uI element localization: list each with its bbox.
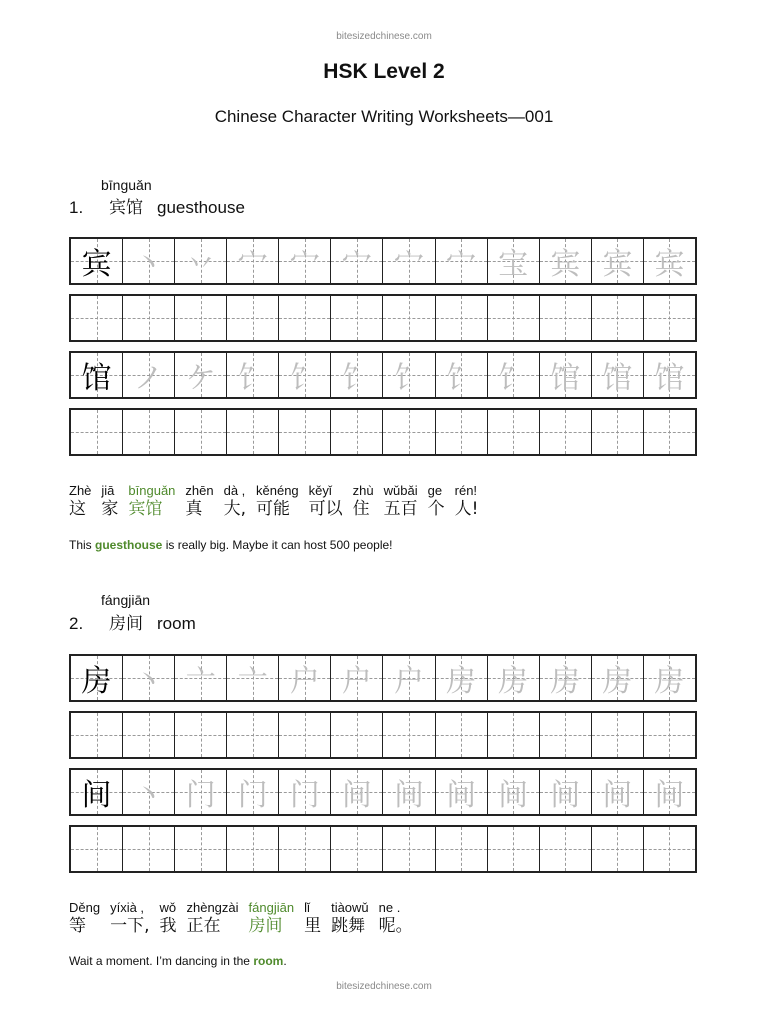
practice-grid xyxy=(69,825,697,873)
stroke-trace-character: 户 xyxy=(394,664,424,699)
stroke-trace-character xyxy=(592,827,643,871)
stroke-trace-character: 饣 xyxy=(446,361,477,396)
stroke-trace-character: 亠 xyxy=(185,664,216,699)
stroke-trace-character: 房 xyxy=(446,664,477,699)
stroke-trace-character: 丶 xyxy=(133,778,164,813)
model-character xyxy=(71,410,122,454)
sentence-token xyxy=(428,483,445,519)
token-pinyin: Zhè xyxy=(69,483,92,498)
stroke-trace-character: 饣 xyxy=(498,361,529,396)
stroke-trace-character: 宀 xyxy=(341,247,372,282)
model-character xyxy=(71,713,122,757)
token-hanzi: 可能 xyxy=(256,499,291,519)
stroke-trace-character xyxy=(123,296,174,340)
grid-cell xyxy=(279,770,331,814)
grid-cell xyxy=(540,656,592,700)
stroke-trace-character xyxy=(383,296,434,340)
word-chars: 房间 xyxy=(109,614,143,634)
stroke-trace-character xyxy=(331,410,382,454)
model-character xyxy=(71,827,122,871)
model-character: 馆 xyxy=(81,361,112,396)
stroke-trace-character xyxy=(175,410,226,454)
sentence-translation xyxy=(69,954,287,968)
grid-cell xyxy=(592,656,644,700)
stroke-trace-character: 饣 xyxy=(289,361,320,396)
stroke-trace-character xyxy=(436,713,487,757)
grid-cell xyxy=(540,239,592,283)
model-character: 宾 xyxy=(81,247,112,282)
grid-cell xyxy=(488,656,540,700)
grid-cell xyxy=(436,296,488,340)
stroke-trace-character: 馆 xyxy=(550,361,581,396)
token-pinyin: ne . xyxy=(378,900,401,915)
token-hanzi: 可以 xyxy=(308,499,343,519)
grid-cell xyxy=(123,239,175,283)
model-character: 间 xyxy=(81,778,112,813)
practice-grid xyxy=(69,408,697,456)
grid-cell xyxy=(644,770,695,814)
practice-grid xyxy=(69,654,697,702)
stroke-trace-character: 宀 xyxy=(237,247,268,282)
grid-cell xyxy=(279,296,331,340)
grid-cell xyxy=(71,827,123,871)
sentence-token xyxy=(249,900,295,936)
grid-cell xyxy=(592,353,644,397)
grid-cell xyxy=(644,296,695,340)
sentence-token xyxy=(353,483,374,519)
grid-cell xyxy=(592,296,644,340)
sentence-translation xyxy=(69,538,393,552)
word-english: room xyxy=(157,614,196,633)
sentence-token xyxy=(379,900,413,936)
grid-cell xyxy=(331,296,383,340)
grid-cell xyxy=(175,827,227,871)
grid-cell xyxy=(227,770,279,814)
stroke-trace-character xyxy=(383,827,434,871)
token-pinyin: kěnéng xyxy=(256,483,299,498)
stroke-trace-character: 门 xyxy=(237,778,268,813)
token-hanzi: 房间 xyxy=(248,916,283,936)
grid-cell xyxy=(123,353,175,397)
token-pinyin: rén! xyxy=(454,483,478,498)
stroke-trace-character xyxy=(488,827,539,871)
token-pinyin: wǔbǎi xyxy=(383,483,418,498)
word-pinyin: fángjiān xyxy=(101,592,151,608)
stroke-trace-character: 丷 xyxy=(185,247,216,282)
grid-cell xyxy=(227,713,279,757)
word-chars: 宾馆 xyxy=(109,198,143,218)
stroke-trace-character: 饣 xyxy=(341,361,372,396)
grid-cell xyxy=(644,353,695,397)
sentence-token xyxy=(309,483,343,519)
stroke-trace-character: 宀 xyxy=(289,247,320,282)
practice-grid xyxy=(69,768,697,816)
token-hanzi: 等 xyxy=(69,916,86,936)
stroke-trace-character: 间 xyxy=(550,778,581,813)
word-number: 1. xyxy=(69,198,84,217)
grid-cell xyxy=(227,239,279,283)
token-hanzi: 五百 xyxy=(383,499,418,519)
stroke-trace-character xyxy=(279,410,330,454)
translation-text: Wait a moment. I’m dancing in the xyxy=(69,954,254,968)
stroke-trace-character xyxy=(436,410,487,454)
site-footer: bitesizedchinese.com xyxy=(336,981,432,992)
token-hanzi: 个 xyxy=(427,499,445,519)
token-hanzi: 呢。 xyxy=(378,916,413,936)
grid-cell xyxy=(279,353,331,397)
token-pinyin: wǒ xyxy=(159,900,177,915)
grid-cell xyxy=(331,410,383,454)
stroke-trace-character: 馆 xyxy=(654,361,685,396)
stroke-trace-character: 户 xyxy=(341,664,372,699)
grid-cell xyxy=(123,656,175,700)
grid-cell xyxy=(644,410,695,454)
grid-cell xyxy=(488,827,540,871)
stroke-trace-character: ケ xyxy=(185,361,216,396)
grid-cell xyxy=(540,296,592,340)
grid-cell xyxy=(123,713,175,757)
word-english: guesthouse xyxy=(157,198,245,217)
stroke-trace-character xyxy=(331,296,382,340)
sentence-token xyxy=(69,483,91,519)
grid-cell xyxy=(488,770,540,814)
grid-cell xyxy=(436,239,488,283)
grid-cell xyxy=(331,353,383,397)
grid-cell xyxy=(436,713,488,757)
grid-cell xyxy=(227,353,279,397)
stroke-trace-character: ノ xyxy=(133,361,164,396)
stroke-trace-character xyxy=(123,827,174,871)
stroke-trace-character xyxy=(592,713,643,757)
token-pinyin: zhēn xyxy=(185,483,214,498)
grid-cell xyxy=(71,410,123,454)
token-hanzi: 真 xyxy=(185,499,203,519)
sentence-token xyxy=(304,900,321,936)
grid-cell xyxy=(436,353,488,397)
grid-cell xyxy=(592,410,644,454)
token-hanzi: 这 xyxy=(69,499,86,519)
stroke-trace-character xyxy=(279,713,330,757)
token-pinyin: fángjiān xyxy=(248,900,295,915)
token-hanzi: 跳舞 xyxy=(331,916,366,936)
token-pinyin: tiàowǔ xyxy=(331,900,369,915)
stroke-trace-character xyxy=(227,296,278,340)
token-pinyin: dà , xyxy=(223,483,246,498)
word-heading xyxy=(69,193,245,218)
stroke-trace-character: 宝 xyxy=(498,247,529,282)
stroke-trace-character xyxy=(227,410,278,454)
stroke-trace-character: 宾 xyxy=(602,247,633,282)
grid-cell xyxy=(331,656,383,700)
token-hanzi: 我 xyxy=(159,916,177,936)
grid-cell xyxy=(540,410,592,454)
stroke-trace-character xyxy=(123,713,174,757)
grid-cell xyxy=(383,770,435,814)
grid-cell xyxy=(71,770,123,814)
stroke-trace-character xyxy=(644,410,695,454)
grid-cell xyxy=(123,410,175,454)
sentence-token xyxy=(186,900,238,936)
stroke-trace-character: 房 xyxy=(550,664,581,699)
word-pinyin: bīnguǎn xyxy=(101,177,152,193)
practice-grid xyxy=(69,351,697,399)
grid-cell xyxy=(279,713,331,757)
grid-cell xyxy=(71,713,123,757)
page-title: HSK Level 2 xyxy=(323,60,445,83)
translation-text: . xyxy=(283,954,287,968)
grid-cell xyxy=(592,770,644,814)
stroke-trace-character: 间 xyxy=(602,778,633,813)
grid-cell xyxy=(175,770,227,814)
sentence-token xyxy=(185,483,213,519)
stroke-trace-character: 亠 xyxy=(237,664,268,699)
token-pinyin: ge xyxy=(427,483,443,498)
grid-cell xyxy=(331,770,383,814)
token-hanzi: 宾馆 xyxy=(128,499,163,519)
stroke-trace-character: 间 xyxy=(654,778,685,813)
stroke-trace-character xyxy=(488,713,539,757)
stroke-trace-character: 房 xyxy=(602,664,633,699)
grid-cell xyxy=(71,239,123,283)
grid-cell xyxy=(175,353,227,397)
stroke-trace-character: 间 xyxy=(394,778,424,813)
stroke-trace-character xyxy=(488,410,539,454)
stroke-trace-character xyxy=(592,410,643,454)
grid-cell xyxy=(644,239,695,283)
grid-cell xyxy=(592,713,644,757)
grid-cell xyxy=(227,827,279,871)
grid-cell xyxy=(488,353,540,397)
grid-cell xyxy=(123,770,175,814)
grid-cell xyxy=(227,296,279,340)
grid-cell xyxy=(279,239,331,283)
token-pinyin: jiā xyxy=(101,483,115,498)
stroke-trace-character xyxy=(592,296,643,340)
example-sentence xyxy=(69,483,488,519)
grid-cell xyxy=(592,827,644,871)
stroke-trace-character xyxy=(540,713,591,757)
stroke-trace-character xyxy=(540,410,591,454)
grid-cell xyxy=(383,713,435,757)
stroke-trace-character: 馆 xyxy=(602,361,633,396)
stroke-trace-character xyxy=(644,713,695,757)
stroke-trace-character xyxy=(175,713,226,757)
stroke-trace-character xyxy=(540,296,591,340)
stroke-trace-character xyxy=(279,827,330,871)
grid-cell xyxy=(279,656,331,700)
stroke-trace-character xyxy=(331,827,382,871)
grid-cell xyxy=(227,410,279,454)
grid-cell xyxy=(331,827,383,871)
stroke-trace-character xyxy=(540,827,591,871)
stroke-trace-character: 房 xyxy=(654,664,685,699)
stroke-trace-character xyxy=(279,296,330,340)
grid-cell xyxy=(279,410,331,454)
site-header: bitesizedchinese.com xyxy=(336,31,432,42)
page-subtitle: Chinese Character Writing Worksheets—001 xyxy=(214,107,554,126)
grid-cell xyxy=(383,656,435,700)
translation-highlight: guesthouse xyxy=(95,538,163,552)
stroke-trace-character xyxy=(383,410,434,454)
sentence-token xyxy=(224,483,246,519)
word-heading xyxy=(69,609,196,634)
grid-cell xyxy=(436,656,488,700)
example-sentence xyxy=(69,900,423,936)
stroke-trace-character: 户 xyxy=(289,664,320,699)
grid-cell xyxy=(592,239,644,283)
grid-cell xyxy=(488,410,540,454)
grid-cell xyxy=(488,239,540,283)
stroke-trace-character xyxy=(644,827,695,871)
token-pinyin: bīnguǎn xyxy=(128,483,176,498)
sentence-token xyxy=(331,900,369,936)
token-hanzi: 一下, xyxy=(110,916,150,936)
grid-cell xyxy=(123,827,175,871)
token-pinyin: zhù xyxy=(352,483,374,498)
stroke-trace-character: 间 xyxy=(446,778,477,813)
stroke-trace-character: 房 xyxy=(498,664,529,699)
grid-cell xyxy=(175,410,227,454)
token-hanzi: 人! xyxy=(454,499,479,519)
grid-cell xyxy=(175,656,227,700)
stroke-trace-character: 宀 xyxy=(446,247,477,282)
grid-cell xyxy=(279,827,331,871)
stroke-trace-character xyxy=(227,713,278,757)
sentence-token xyxy=(101,483,118,519)
grid-cell xyxy=(123,296,175,340)
stroke-trace-character: 门 xyxy=(289,778,320,813)
token-pinyin: kěyǐ xyxy=(308,483,332,498)
practice-grid xyxy=(69,294,697,342)
grid-cell xyxy=(331,713,383,757)
grid-cell xyxy=(383,296,435,340)
stroke-trace-character: 饣 xyxy=(394,361,424,396)
grid-cell xyxy=(540,827,592,871)
stroke-trace-character: 间 xyxy=(341,778,372,813)
grid-cell xyxy=(383,239,435,283)
stroke-trace-character xyxy=(331,713,382,757)
word-number: 2. xyxy=(69,614,84,633)
grid-cell xyxy=(644,827,695,871)
sentence-token xyxy=(110,900,149,936)
grid-cell xyxy=(540,770,592,814)
sentence-token xyxy=(159,900,176,936)
grid-cell xyxy=(71,353,123,397)
model-character xyxy=(71,296,122,340)
token-hanzi: 正在 xyxy=(186,916,221,936)
translation-highlight: room xyxy=(253,954,284,968)
grid-cell xyxy=(175,296,227,340)
grid-cell xyxy=(436,410,488,454)
stroke-trace-character: 宀 xyxy=(394,247,424,282)
stroke-trace-character: 丶 xyxy=(133,664,164,699)
stroke-trace-character xyxy=(436,827,487,871)
stroke-trace-character: 丶 xyxy=(133,247,164,282)
grid-cell xyxy=(331,239,383,283)
stroke-trace-character xyxy=(175,827,226,871)
grid-cell xyxy=(175,713,227,757)
grid-cell xyxy=(383,353,435,397)
stroke-trace-character xyxy=(436,296,487,340)
stroke-trace-character: 宾 xyxy=(654,247,685,282)
grid-cell xyxy=(436,827,488,871)
grid-cell xyxy=(644,656,695,700)
grid-cell xyxy=(71,656,123,700)
grid-cell xyxy=(383,827,435,871)
practice-grid xyxy=(69,237,697,285)
grid-cell xyxy=(71,296,123,340)
token-pinyin: yíxià , xyxy=(110,900,145,915)
stroke-trace-character xyxy=(123,410,174,454)
grid-cell xyxy=(644,713,695,757)
grid-cell xyxy=(436,770,488,814)
translation-text: is really big. Maybe it can host 500 people! xyxy=(162,538,393,552)
stroke-trace-character xyxy=(488,296,539,340)
grid-cell xyxy=(383,410,435,454)
token-pinyin: lǐ xyxy=(304,900,310,915)
translation-text: This xyxy=(69,538,96,552)
sentence-token xyxy=(256,483,299,519)
token-hanzi: 家 xyxy=(101,499,119,519)
grid-cell xyxy=(540,713,592,757)
grid-cell xyxy=(175,239,227,283)
grid-cell xyxy=(227,656,279,700)
stroke-trace-character xyxy=(383,713,434,757)
stroke-trace-character: 饣 xyxy=(237,361,268,396)
sentence-token xyxy=(69,900,100,936)
model-character: 房 xyxy=(81,664,112,699)
stroke-trace-character xyxy=(175,296,226,340)
stroke-trace-character: 间 xyxy=(498,778,529,813)
practice-grid xyxy=(69,711,697,759)
token-pinyin: zhèngzài xyxy=(186,900,239,915)
sentence-token xyxy=(455,483,479,519)
stroke-trace-character: 门 xyxy=(185,778,216,813)
token-hanzi: 住 xyxy=(352,499,370,519)
token-hanzi: 里 xyxy=(304,916,322,936)
stroke-trace-character xyxy=(227,827,278,871)
stroke-trace-character: 宾 xyxy=(550,247,581,282)
sentence-token xyxy=(384,483,418,519)
stroke-trace-character xyxy=(644,296,695,340)
grid-cell xyxy=(488,713,540,757)
grid-cell xyxy=(540,353,592,397)
token-hanzi: 大, xyxy=(223,499,247,519)
grid-cell xyxy=(488,296,540,340)
token-pinyin: Děng xyxy=(69,900,101,915)
sentence-token xyxy=(128,483,175,519)
